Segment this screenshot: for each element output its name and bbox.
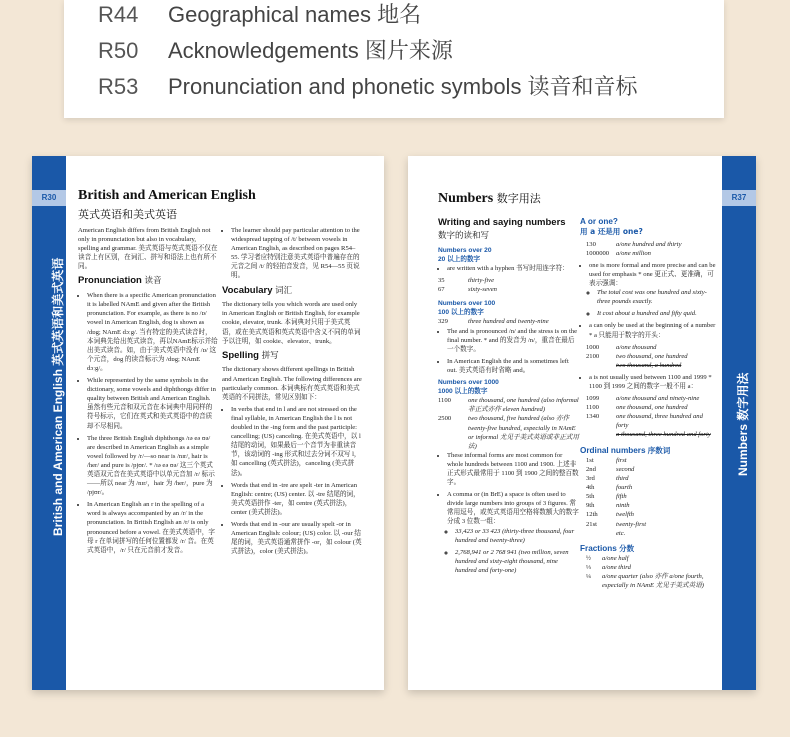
sub-list-item: ◦ It cost about a hundred and fifty quid. [597,309,716,318]
spell-text: The dictionary shows different spellings in British and American English. The following differences are particularly common. 本词典标有英式英语和美式英语的不同拼法，常见区别如下： [222,366,362,401]
over100-list [438,327,580,375]
example-number: 329 [438,318,448,326]
title-zh: 数字用法 [496,192,541,205]
example-words: two thousand, five hundred (also 亦作 twenty-five hundred, especially in NAmE or informal 尤见于美式英语或非正式用法) [468,415,579,450]
example-row [438,276,580,285]
right-page [408,156,756,690]
toc-code: R50 [98,38,139,63]
page-subtitle: 英式英语和美式英语 [78,208,177,221]
list-item-text: one is more formal and more precise and can be used for emphasis * one 更正式、更准确，可表示强调： [589,261,716,288]
section-heading [78,274,218,288]
subsection-heading [580,543,716,554]
side-tab [722,156,756,690]
example-number: 1340 [586,413,600,421]
list-item: • a can only be used at the beginning of a number * a 只能用于数字的开头： [589,321,716,339]
subsection-heading: Numbers over 20 [438,246,492,254]
fraction-words: a/one quarter (also 亦作 a/one fourth, especially in NAmE 尤见于美式英语) [602,573,705,590]
list-item [447,490,580,575]
subsection-heading-zh: 用 a 还是用 one? [580,227,643,237]
ordinal-word: twenty-first [616,520,647,528]
section-heading [222,284,362,298]
example-words: a/one million [616,249,651,257]
toc-title: Pronunciation and phonetic symbols 读音和音标 [168,74,638,99]
ordinal-number: 12th [586,511,598,519]
page-number: R30 [32,190,66,206]
heading-zh: 词汇 [275,285,293,296]
heading-text: Vocabulary [222,284,273,296]
list-item-text: A comma or (in BrE) a space is often used to divide large numbers into groups of 3 figures. 常常用逗号，或英式英语用空格将数额大的数字分成 3 位数一组： [447,491,579,526]
section-heading [438,216,580,243]
example-row [580,456,716,465]
example-number: 130 [586,240,596,248]
list-item: • The and is pronounced /n/ and the stress is on the final number. * and 的发音为 /n/，重音在最后一个数字。 [447,327,580,354]
list-item [589,261,716,319]
wrong-example: two thousand, a hundred [616,361,682,369]
example-number: 67 [438,286,445,294]
page-title: British and American English [78,188,256,203]
fraction-words: a/one half [602,555,629,563]
toc-title: Geographical names 地名 [168,2,422,27]
wrong-example: a thousand, three hundred and forty [616,431,711,439]
subsection-heading-zh: 20 以上的数字 [438,255,481,263]
tapping-list [222,226,362,281]
heading-zh: 数字的读和写 [438,231,490,242]
title-text: Numbers [438,191,494,206]
example-row [580,474,716,483]
heading-text: Spelling [222,349,259,361]
subsection-heading [580,445,716,456]
example-words: a/one thousand [616,343,657,351]
aorone-list-2 [580,373,716,391]
example-words: a/one hundred and thirty [616,240,682,248]
example-row [580,403,716,412]
fraction-symbol: ⅓ [586,564,591,572]
left-column-1 [78,226,218,558]
example-words: three hundred and twenty-nine [468,318,549,326]
example-row [580,492,716,501]
list-item: • These informal forms are most common for whole hundreds between 1100 and 1900. 上述非正式形式最常用于 1100 到 1900 之间的整百数字。 [447,451,580,487]
fraction-symbol: ¼ [586,573,591,581]
example-number: 2100 [586,352,600,360]
example-words: one thousand, three hundred and forty [616,413,703,430]
fraction-words: a/one third [602,564,631,572]
toc-code: R53 [98,74,139,99]
ordinal-etc: etc. [616,529,626,537]
list-item: • In American English an r in the spelling of a word is always accompanied by an /r/ in the pronunciation. In British English an /r/ is only pronounced before a vowel. 在美式英语中，字母 r 在单词拼写的任何位置都发 /r/ 音。在英式英语中，/r/ 只在元音前才发音。 [87,500,218,555]
ordinal-number: 1st [586,456,594,464]
ordinal-word: fourth [616,484,633,492]
toc-row[interactable] [98,34,453,65]
page-title [438,190,541,207]
sub-list-item: ◦ 2,768,941 or 2 768 941 (two million, seven hundred and sixty-eight thousand, nine hundred and forty-one) [455,548,580,575]
example-words: thirty-five [468,277,494,285]
toc-code: R44 [98,2,139,27]
example-row [438,317,580,326]
intro-text: American English differs from British English not only in pronunciation but also in vocabulary, spelling and grammar. 美式英语与英式英语不仅在读音上有区别，在词汇、拼写和语法上也有所不同。 [78,227,218,271]
sub-list [589,288,716,318]
subsection-heading: Numbers over 100 [438,300,496,308]
list-item: • The learner should pay particular attention to the widespread tapping of /t/ between vowels in American English, as described on pages R54–55. 学习者应特别注意美式英语中普遍存在的元音之间 /t/ 的轻拍音发音，见 R54—55 页说明。 [231,226,362,281]
example-row [438,396,580,414]
example-row [580,554,716,563]
list-item: • The three British English diphthongs /ɪə eə ʊə/ are described in American English as a simple vowel followed by /r/—so near is /nɪr/, hair is /her/ and pure is /pjʊr/. * /ɪə eə ʊə/ 这三个英式英语双元音在美式英语中以单元音加 /r/ 标示——所以 near 为 /nɪr/，hair 为 /her/，pure 为 /pjʊr/。 [87,434,218,498]
list-item: • In verbs that end in l and are not stressed on the final syllable, in American English the l is not doubled in the -ing form and the past participle: cancelling; (US) canceling. 在美式英语中，以 l 结尾的动词，如果最后一个音节为非重读音节，该动词的 -ing 形式和过去分词不双写 l，如 cancelling (英式拼法)，canceling (美式拼法)。 [231,405,362,478]
ordinal-word: third [616,475,629,483]
subsection-heading: A or one? [580,217,618,226]
toc-card [64,0,724,118]
heading-zh: 序数词 [647,445,671,455]
example-row [580,501,716,510]
list-item: • When there is a specific American pronunciation it is labelled NAmE and given after the British pronunciation. For example, as there is no /ɒ/ vowel in American English, dog is shown as /dɒg; NAmE dɔːg/. 当有特定的美式读音时，本词典先给出英式读音，再以NAmE标示并给出美式读音。如，由于美式英语中没有 /ɒ/ 这个元音，dog 的读音标示为 /dɒg; NAmE dɔːg/。 [87,291,218,373]
side-title: British and American English 英式英语和美式英语 [51,257,65,536]
example-number: 1000 [586,343,600,351]
vocab-text: The dictionary tells you which words are used only in American English or British English, for example cookie, elevator, trunk. 本词典对只用于美式英语，或在美式英语和英式英语中含义不同的单词予以注明，如 cookie、elevator、trunk。 [222,301,361,345]
ordinal-word: twelfth [616,511,634,519]
heading-text: Pronunciation [78,275,142,287]
left-column-2 [222,226,362,559]
ordinal-word: first [616,456,627,464]
list-item: • are written with a hyphen 书写时用连字符： [447,264,580,273]
aorone-list [580,261,716,340]
ordinal-number: 9th [586,502,595,510]
list-item: • a is not usually used between 1100 and 1999 * 1100 到 1999 之间的数字一般不用 a： [589,373,716,391]
example-row [580,249,716,258]
example-row [580,412,716,430]
example-row [438,285,580,294]
heading-text: Ordinal numbers [580,445,646,455]
list-item: • Words that end in -our are usually spelt -or in American English: colour; (US) color. 以 -our 结尾的词，美式英语通常拼作 -or，如 colour (英式拼法)，color (美式拼法)。 [231,520,362,556]
heading-zh: 分数 [619,543,635,553]
ordinal-number: 2nd [586,465,596,473]
subsection-heading-zh: 1000 以上的数字 [438,388,488,396]
example-row [580,465,716,474]
example-words: one thousand, one hundred [616,404,688,412]
heading-text: Fractions [580,543,617,553]
sub-list [447,527,580,575]
example-row [580,483,716,492]
list-item: • Words that end in -tre are spelt -ter in American English: centre; (US) center. 以 -tre 结尾的词，美式英语拼作 -ter，如 centre (英式拼法)，center (美式拼法)。 [231,481,362,517]
spell-list [222,405,362,557]
example-row [438,414,580,450]
section-heading [222,349,362,363]
example-row [580,240,716,249]
toc-row[interactable] [98,0,421,29]
example-row [580,510,716,519]
example-number: 1099 [586,395,600,403]
example-words: a/one thousand and ninety-nine [616,395,700,403]
page-number: R37 [722,190,756,206]
right-column-2 [580,216,716,590]
example-row [580,394,716,403]
right-column-1 [438,216,580,578]
sub-list-item: ◦ 33,423 or 33 423 (thirty-three thousand, four hundred and twenty-three) [455,527,580,545]
example-row [580,520,716,529]
ordinal-number: 21st [586,520,597,528]
list-item: • In American English the and is sometimes left out. 美式英语有时省略 and。 [447,357,580,375]
example-number: 35 [438,277,445,285]
ordinal-word: fifth [616,493,627,501]
example-number: 1100 [586,404,599,412]
ordinal-number: 4th [586,484,595,492]
example-row [580,563,716,572]
example-number: 2500 [438,415,452,423]
ordinal-number: 3rd [586,475,595,483]
side-title: Numbers 数字用法 [736,372,750,476]
heading-text: Writing and saying numbers [438,217,566,228]
list-item: • While represented by the same symbols in the dictionary, some vowels and diphthongs differ in quality between British and American English. 虽然有些元音和双元音在本词典中用同样的符号标示，它们在英式和美式英语中的音质却不尽相同。 [87,376,218,431]
heading-zh: 拼写 [261,350,279,361]
side-tab [32,156,66,690]
fraction-symbol: ½ [586,555,591,563]
ordinal-word: second [616,465,635,473]
example-number: 1000000 [586,249,610,257]
ordinal-word: ninth [616,502,630,510]
example-row [580,572,716,590]
sub-list-item: ◦ The total cost was one hundred and sixty-three pounds exactly. [597,288,716,306]
example-words: two thousand, one hundred [616,352,688,360]
subsection-heading-zh: 100 以上的数字 [438,309,484,317]
over20-list [438,264,580,273]
example-number: 1100 [438,397,451,405]
toc-title: Acknowledgements 图片来源 [168,38,453,63]
example-words: sixty-seven [468,286,497,294]
example-row [580,352,716,361]
ordinal-number: 5th [586,493,595,501]
example-row [580,343,716,352]
example-words: one thousand, one hundred (also informal 非正式亦作 eleven hundred) [468,397,579,414]
toc-row[interactable] [98,70,638,101]
subsection-heading: Numbers over 1000 [438,379,499,387]
heading-zh: 读音 [144,276,162,287]
over1000-list [438,451,580,575]
pron-list [78,291,218,555]
left-page [32,156,384,690]
